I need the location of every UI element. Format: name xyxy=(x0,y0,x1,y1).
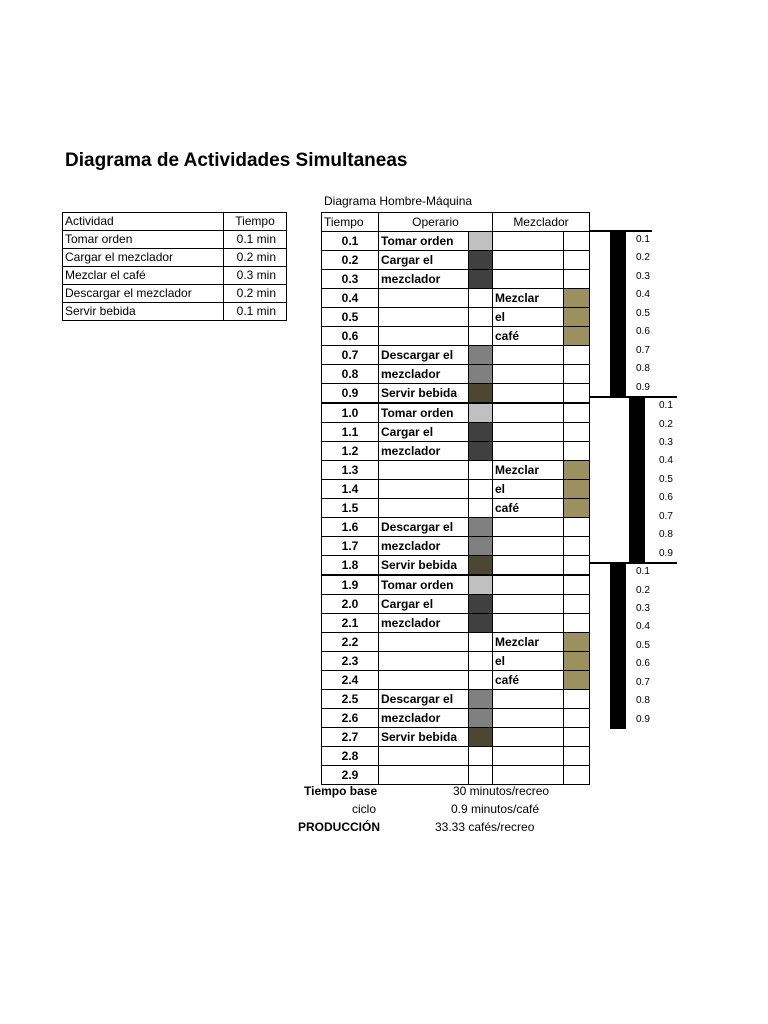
operator-color-cell xyxy=(469,690,493,709)
activity-name: Descargar el mezclador xyxy=(63,285,224,303)
time-value: 2.8 xyxy=(322,747,379,766)
mixer-activity xyxy=(493,575,564,595)
mixer-color-cell xyxy=(564,518,590,537)
operator-color-cell xyxy=(469,518,493,537)
cycle-tick: 0.1 xyxy=(636,234,650,245)
cycle-divider xyxy=(590,396,677,398)
mixer-color-cell xyxy=(564,671,590,690)
operator-color-cell xyxy=(469,251,493,270)
time-row xyxy=(322,595,590,614)
activity-time: 0.3 min xyxy=(224,267,287,285)
mixer-activity: Mezclar xyxy=(493,461,564,480)
time-value: 2.6 xyxy=(322,709,379,728)
operator-color-cell xyxy=(469,289,493,308)
activities-header-row xyxy=(63,213,287,231)
operator-color-cell xyxy=(469,327,493,346)
operator-activity: mezclador xyxy=(379,537,469,556)
operator-color-cell xyxy=(469,384,493,404)
time-value: 0.5 xyxy=(322,308,379,327)
time-row xyxy=(322,575,590,595)
mezclador-header: Mezclador xyxy=(493,213,590,232)
time-row xyxy=(322,384,590,404)
operator-activity xyxy=(379,461,469,480)
mixer-activity xyxy=(493,595,564,614)
mixer-color-cell xyxy=(564,308,590,327)
time-value: 0.2 xyxy=(322,251,379,270)
mixer-activity: café xyxy=(493,671,564,690)
activity-row xyxy=(63,267,287,285)
time-row xyxy=(322,365,590,384)
time-row xyxy=(322,251,590,270)
time-row xyxy=(322,728,590,747)
operator-color-cell xyxy=(469,633,493,652)
time-value: 0.7 xyxy=(322,346,379,365)
operator-activity: Tomar orden xyxy=(379,232,469,251)
time-header: Tiempo xyxy=(224,213,287,231)
cycle-tick: 0.5 xyxy=(659,473,673,485)
time-row xyxy=(322,308,590,327)
mixer-color-cell xyxy=(564,327,590,346)
cycle-divider xyxy=(629,562,677,564)
cycle-tick: 0.4 xyxy=(659,455,673,467)
cycle-tick: 0.1 xyxy=(659,400,673,412)
cycle-tick: 0.8 xyxy=(636,695,650,707)
activity-row xyxy=(63,303,287,321)
mixer-color-cell xyxy=(564,556,590,576)
operator-color-cell xyxy=(469,232,493,251)
operator-activity: Descargar el xyxy=(379,518,469,537)
activity-name: Mezclar el café xyxy=(63,267,224,285)
time-row xyxy=(322,709,590,728)
mixer-color-cell xyxy=(564,403,590,423)
mixer-activity xyxy=(493,365,564,384)
cycle-tick: 0.6 xyxy=(636,326,650,338)
mixer-activity: el xyxy=(493,480,564,499)
operator-activity: Servir bebida xyxy=(379,384,469,404)
activity-row xyxy=(63,285,287,303)
operator-activity: Descargar el xyxy=(379,346,469,365)
man-machine-header-row xyxy=(322,213,590,232)
operator-color-cell xyxy=(469,671,493,690)
time-value: 1.5 xyxy=(322,499,379,518)
time-value: 2.4 xyxy=(322,671,379,690)
cycle-tick: 0.3 xyxy=(636,270,650,282)
mixer-color-cell xyxy=(564,575,590,595)
operator-activity xyxy=(379,499,469,518)
time-value: 0.4 xyxy=(322,289,379,308)
time-value: 1.0 xyxy=(322,403,379,423)
mixer-color-cell xyxy=(564,346,590,365)
activity-name: Servir bebida xyxy=(63,303,224,321)
mixer-color-cell xyxy=(564,728,590,747)
man-machine-table xyxy=(321,212,590,785)
operator-activity xyxy=(379,480,469,499)
man-machine-title: Diagrama Hombre-Máquina xyxy=(324,194,473,208)
operator-activity: Servir bebida xyxy=(379,556,469,576)
mixer-activity xyxy=(493,251,564,270)
mixer-activity xyxy=(493,690,564,709)
cycle-tick: 0.5 xyxy=(636,307,650,319)
mixer-color-cell xyxy=(564,365,590,384)
time-row xyxy=(322,327,590,346)
mixer-color-cell xyxy=(564,614,590,633)
mixer-activity xyxy=(493,232,564,251)
mixer-activity: Mezclar xyxy=(493,633,564,652)
mixer-color-cell xyxy=(564,423,590,442)
operator-color-cell xyxy=(469,766,493,785)
mixer-activity: café xyxy=(493,327,564,346)
operator-activity: Cargar el xyxy=(379,595,469,614)
mixer-activity: el xyxy=(493,308,564,327)
mixer-activity xyxy=(493,270,564,289)
cycle-tick: 0.6 xyxy=(659,492,673,504)
operator-color-cell xyxy=(469,556,493,576)
mixer-color-cell xyxy=(564,270,590,289)
time-value: 1.6 xyxy=(322,518,379,537)
operator-activity xyxy=(379,671,469,690)
operator-activity: Cargar el xyxy=(379,423,469,442)
cycle-tick: 0.3 xyxy=(659,436,673,448)
operator-color-cell xyxy=(469,537,493,556)
cycle-tick: 0.2 xyxy=(636,252,650,264)
cycle-bar xyxy=(629,397,645,563)
time-row xyxy=(322,518,590,537)
cycle-tick: 0.7 xyxy=(636,344,650,356)
mixer-activity xyxy=(493,423,564,442)
time-value: 2.0 xyxy=(322,595,379,614)
mixer-activity xyxy=(493,384,564,404)
activity-name: Cargar el mezclador xyxy=(63,249,224,267)
mixer-color-cell xyxy=(564,251,590,270)
mixer-activity xyxy=(493,537,564,556)
mixer-color-cell xyxy=(564,690,590,709)
page-title: Diagrama de Actividades Simultaneas xyxy=(65,150,408,171)
time-row xyxy=(322,633,590,652)
base-time-value: 30 minutos/recreo xyxy=(453,784,550,798)
mixer-activity xyxy=(493,709,564,728)
cycle-divider xyxy=(590,230,652,232)
cycle-bar xyxy=(610,563,626,729)
cycle-tick: 0.4 xyxy=(636,621,650,633)
mixer-color-cell xyxy=(564,289,590,308)
activity-time: 0.1 min xyxy=(224,303,287,321)
time-row xyxy=(322,614,590,633)
operator-activity: Tomar orden xyxy=(379,575,469,595)
cycle-tick: 0.5 xyxy=(636,639,650,651)
time-value: 2.7 xyxy=(322,728,379,747)
mixer-color-cell xyxy=(564,652,590,671)
operator-activity: Descargar el xyxy=(379,690,469,709)
operator-color-cell xyxy=(469,308,493,327)
time-value: 0.6 xyxy=(322,327,379,346)
activity-row xyxy=(63,249,287,267)
mixer-activity xyxy=(493,614,564,633)
time-row xyxy=(322,499,590,518)
mixer-activity: el xyxy=(493,652,564,671)
time-value: 0.1 xyxy=(322,232,379,251)
cycle-tick: 0.2 xyxy=(636,584,650,596)
activity-row xyxy=(63,231,287,249)
operator-activity xyxy=(379,327,469,346)
operator-color-cell xyxy=(469,461,493,480)
operator-color-cell xyxy=(469,423,493,442)
mixer-color-cell xyxy=(564,480,590,499)
operator-color-cell xyxy=(469,728,493,747)
mixer-color-cell xyxy=(564,633,590,652)
operator-color-cell xyxy=(469,499,493,518)
time-value: 1.1 xyxy=(322,423,379,442)
cycle-tick: 0.6 xyxy=(636,658,650,670)
time-value: 1.4 xyxy=(322,480,379,499)
time-row xyxy=(322,480,590,499)
time-value: 1.2 xyxy=(322,442,379,461)
operator-activity: Servir bebida xyxy=(379,728,469,747)
activity-name: Tomar orden xyxy=(63,231,224,249)
operator-color-cell xyxy=(469,442,493,461)
operator-activity: mezclador xyxy=(379,442,469,461)
time-value: 1.8 xyxy=(322,556,379,576)
mixer-activity xyxy=(493,728,564,747)
operator-activity xyxy=(379,289,469,308)
operator-activity: Tomar orden xyxy=(379,403,469,423)
operator-activity xyxy=(379,308,469,327)
cycle-tick: 0.7 xyxy=(659,510,673,522)
time-row xyxy=(322,537,590,556)
time-row xyxy=(322,346,590,365)
activity-header: Actividad xyxy=(63,213,224,231)
mixer-color-cell xyxy=(564,747,590,766)
operator-color-cell xyxy=(469,595,493,614)
operator-activity xyxy=(379,633,469,652)
time-row xyxy=(322,442,590,461)
operator-color-cell xyxy=(469,346,493,365)
base-time-label: Tiempo base xyxy=(304,784,378,798)
time-value: 2.2 xyxy=(322,633,379,652)
operator-color-cell xyxy=(469,403,493,423)
activity-time: 0.2 min xyxy=(224,285,287,303)
cycle-label: ciclo xyxy=(352,802,377,816)
activities-table xyxy=(62,212,287,321)
tiempo-header: Tiempo xyxy=(322,213,379,232)
time-row xyxy=(322,652,590,671)
operator-activity: mezclador xyxy=(379,709,469,728)
cycle-tick: 0.9 xyxy=(636,381,650,393)
cycle-tick: 0.8 xyxy=(659,529,673,541)
time-value: 1.3 xyxy=(322,461,379,480)
cycle-tick: 0.2 xyxy=(659,418,673,430)
cycle-tick: 0.3 xyxy=(636,603,650,614)
time-value: 2.3 xyxy=(322,652,379,671)
operario-header: Operario xyxy=(379,213,493,232)
time-value: 2.5 xyxy=(322,690,379,709)
time-value: 2.1 xyxy=(322,614,379,633)
mixer-color-cell xyxy=(564,384,590,404)
operator-color-cell xyxy=(469,747,493,766)
operator-color-cell xyxy=(469,270,493,289)
operator-activity xyxy=(379,652,469,671)
time-value: 0.8 xyxy=(322,365,379,384)
operator-color-cell xyxy=(469,480,493,499)
time-row xyxy=(322,461,590,480)
mixer-activity: café xyxy=(493,499,564,518)
time-value: 1.9 xyxy=(322,575,379,595)
cycle-tick: 0.4 xyxy=(636,289,650,301)
time-value: 1.7 xyxy=(322,537,379,556)
mixer-activity xyxy=(493,346,564,365)
time-value: 0.9 xyxy=(322,384,379,404)
mixer-color-cell xyxy=(564,232,590,251)
mixer-color-cell xyxy=(564,766,590,785)
time-row xyxy=(322,289,590,308)
cycle-tick: 0.9 xyxy=(636,713,650,725)
mixer-activity xyxy=(493,556,564,576)
operator-activity: Cargar el xyxy=(379,251,469,270)
mixer-activity xyxy=(493,518,564,537)
operator-activity: mezclador xyxy=(379,614,469,633)
production-value: 33.33 cafés/recreo xyxy=(435,820,535,834)
time-row xyxy=(322,556,590,576)
production-label: PRODUCCIÓN xyxy=(298,820,381,834)
mixer-color-cell xyxy=(564,461,590,480)
cycle-tick: 0.1 xyxy=(636,566,650,578)
mixer-activity xyxy=(493,766,564,785)
mixer-activity xyxy=(493,747,564,766)
operator-color-cell xyxy=(469,709,493,728)
mixer-color-cell xyxy=(564,499,590,518)
time-row xyxy=(322,403,590,423)
mixer-color-cell xyxy=(564,709,590,728)
operator-activity xyxy=(379,766,469,785)
operator-color-cell xyxy=(469,365,493,384)
cycle-value: 0.9 minutos/café xyxy=(451,802,540,816)
mixer-activity xyxy=(493,403,564,423)
operator-color-cell xyxy=(469,614,493,633)
time-row xyxy=(322,690,590,709)
time-value: 0.3 xyxy=(322,270,379,289)
operator-activity: mezclador xyxy=(379,365,469,384)
mixer-color-cell xyxy=(564,537,590,556)
mixer-activity xyxy=(493,442,564,461)
time-row xyxy=(322,747,590,766)
time-value: 2.9 xyxy=(322,766,379,785)
mixer-color-cell xyxy=(564,595,590,614)
operator-color-cell xyxy=(469,652,493,671)
activity-time: 0.2 min xyxy=(224,249,287,267)
operator-activity xyxy=(379,747,469,766)
activity-time: 0.1 min xyxy=(224,231,287,249)
time-row xyxy=(322,270,590,289)
cycle-bar xyxy=(610,231,626,397)
time-row xyxy=(322,232,590,251)
mixer-activity: Mezclar xyxy=(493,289,564,308)
time-row xyxy=(322,766,590,785)
cycle-tick: 0.8 xyxy=(636,363,650,375)
time-row xyxy=(322,671,590,690)
cycle-tick: 0.7 xyxy=(636,676,650,688)
operator-activity: mezclador xyxy=(379,270,469,289)
time-row xyxy=(322,423,590,442)
cycle-tick: 0.9 xyxy=(659,547,673,559)
operator-color-cell xyxy=(469,575,493,595)
mixer-color-cell xyxy=(564,442,590,461)
